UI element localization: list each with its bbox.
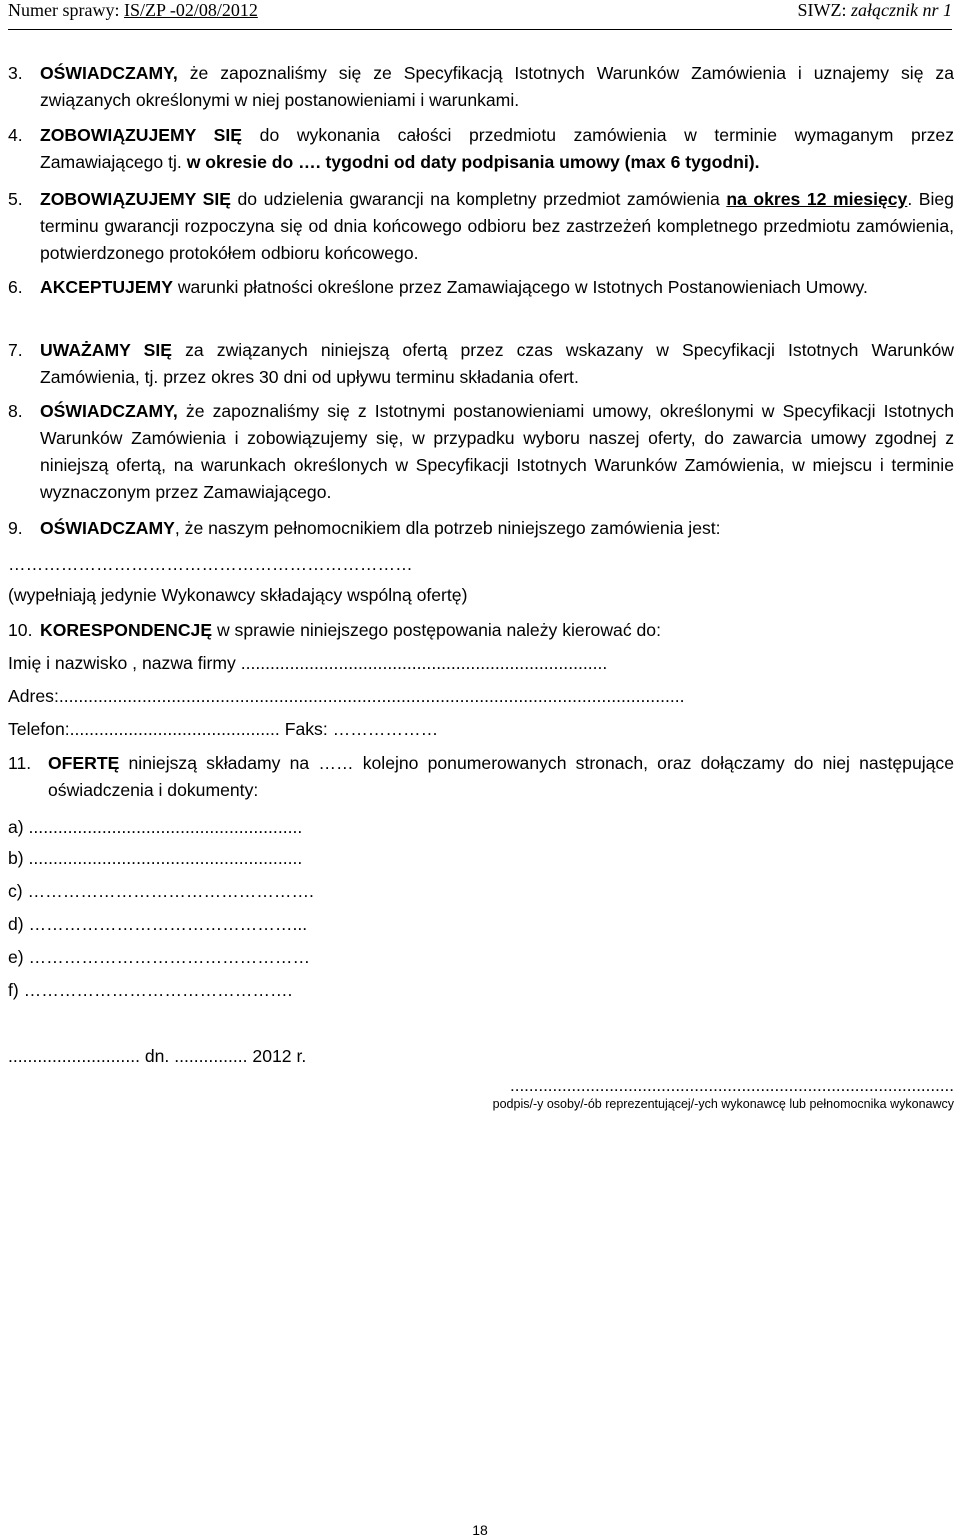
signature-caption: podpis/-y osoby/-ób reprezentującej/-ych wykonawcę lub pełnomocnika wykonawcy (492, 1097, 954, 1111)
item-11: 11. OFERTĘ niniejszą składamy na …… kolejno ponumerowanych stronach, oraz dołączamy do niej następujące oświadczenia i dokumenty: (8, 753, 954, 800)
item-6: 6. AKCEPTUJEMY warunki płatności określone przez Zamawiającego w Istotnych Postanowieniach Umowy. (8, 277, 868, 297)
joint-offer-note: (wypełniają jedynie Wykonawcy składający wspólną ofertę) (8, 585, 468, 605)
item-9: 9. OŚWIADCZAMY, że naszym pełnomocnikiem dla potrzeb niniejszego zamówienia jest: (8, 518, 721, 538)
proxy-dots-line: …………………………………………………………… (8, 554, 413, 574)
phone-label: Telefon:........................................... (8, 719, 280, 739)
list-item: c) …………………………………………. (8, 881, 314, 901)
header-divider (8, 29, 952, 30)
address-line: Adres:................................................................................................................................ (8, 686, 685, 706)
case-code: IS/ZP -02/08/2012 (123, 0, 258, 20)
signature-dots: .............................................................................................. (510, 1076, 954, 1095)
name-company-line: Imię i nazwisko , nazwa firmy ........................................................................... (8, 653, 608, 673)
case-number: Numer sprawy: IS/ZP -02/08/2012 (8, 0, 258, 20)
item-7: 7. UWAŻAMY SIĘ za związanych niniejszą ofertą przez czas wskazany w Specyfikacji Istotnych Warunków Zamówienia, tj. przez okres 30 dni od upływu terminu składania ofert. (8, 340, 954, 387)
item-4: 4. ZOBOWIĄZUJEMY SIĘ do wykonania całości przedmiotu zamówienia w terminie wymaganym przez Zamawiającego tj. w okresie do …. tygodni od daty podpisania umowy (max 6 tygodni). (8, 125, 954, 172)
item-3: 3. OŚWIADCZAMY, że zapoznaliśmy się ze Specyfikacją Istotnych Warunków Zamówienia i uznajemy się za związanych określonymi w niej postanowieniami i warunkami. (8, 63, 954, 110)
signature-block (493, 1076, 954, 1112)
item-10: 10. KORESPONDENCJĘ w sprawie niniejszego postępowania należy kierować do: (8, 620, 661, 640)
list-item: a) ........................................................ (8, 817, 303, 837)
list-item: e) ………………………………………… (8, 947, 311, 967)
page-number: 18 (472, 1522, 488, 1538)
date-line: ........................... dn. ............... 2012 r. (8, 1046, 307, 1066)
page-header (8, 0, 952, 30)
phone-fax-line (8, 716, 438, 743)
item-8: 8. OŚWIADCZAMY, że zapoznaliśmy się z Istotnymi postanowieniami umowy, określonymi w Specyfikacji Istotnych Warunków Zamówienia i zobowiązujemy się, w przypadku wyboru naszej oferty, do zawarcia umowy zgodnej z niniejszą ofertą, na warunkach określonych w Specyfikacji Istotnych Warunków Zamówienia, w miejscu i terminie wyznaczonym przez Zamawiającego. (8, 401, 954, 502)
item-5: 5. ZOBOWIĄZUJEMY SIĘ do udzielenia gwarancji na kompletny przedmiot zamówienia na okres 12 miesięcy. Bieg terminu gwarancji rozpoczyna się od dnia końcowego odbioru bez zastrzeżeń kompletnego przedmiotu zamówienia, potwierdzonego protokółem odbioru końcowego. (8, 189, 954, 263)
list-item: b) ........................................................ (8, 848, 303, 868)
list-item: d) ………………………………………... (8, 914, 308, 934)
siwz-attachment: SIWZ: załącznik nr 1 (797, 0, 952, 20)
fax-label: Faks: ……………… (279, 719, 439, 739)
list-item: f) ………………………………………. (8, 980, 293, 1000)
